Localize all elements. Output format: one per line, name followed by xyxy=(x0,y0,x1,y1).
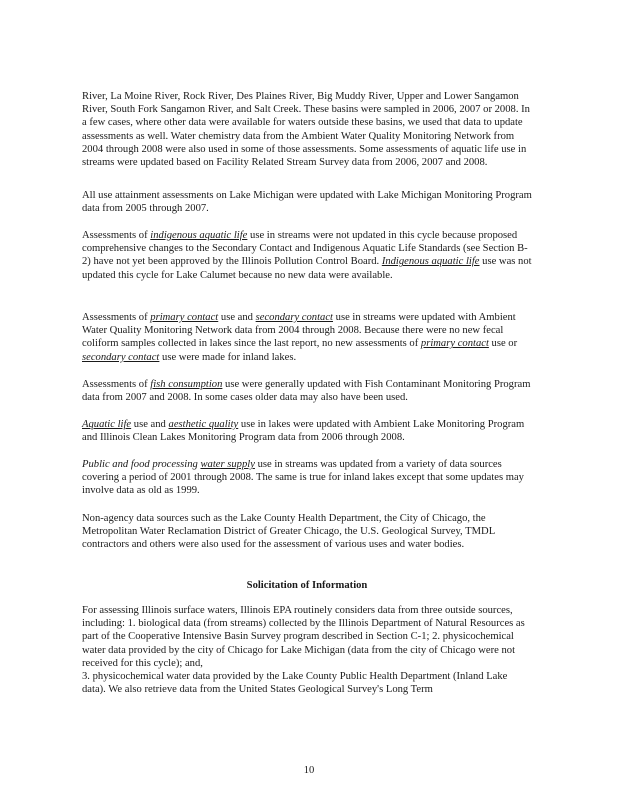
paragraph-water-supply-text: Public and food processing water supply use in streams was updated from a variety of data sources covering a period of 2001 through 2008. The same is true for inland lakes except that some updates may involve data as old as 1999. xyxy=(82,459,524,497)
term-secondary-contact: secondary contact xyxy=(255,312,333,323)
paragraph-lake-michigan-text: All use attainment assessments on Lake Michigan were updated with Lake Michigan Monitoring Program data from 2005 through 2007. xyxy=(82,190,532,215)
paragraph-solicitation-text-2: 3. physicochemical water data provided by the Lake County Public Health Department (Inland Lake data). We also retrieve data from the United States Geological Survey's Long Term xyxy=(82,671,508,696)
term-aesthetic-quality: aesthetic quality xyxy=(168,419,239,430)
paragraph-water-supply xyxy=(82,458,532,498)
term-primary-contact-2: primary contact xyxy=(420,338,489,350)
paragraph-contact-use xyxy=(82,311,532,364)
term-secondary-contact-2: secondary contact xyxy=(82,351,160,363)
term-water-supply: water supply xyxy=(200,459,255,470)
paragraph-non-agency xyxy=(82,512,532,552)
paragraph-lake-michigan xyxy=(82,189,532,215)
term-fish-consumption: fish consumption xyxy=(150,379,223,390)
paragraph-indigenous-aquatic-life xyxy=(82,229,532,282)
paragraph-indigenous-aquatic-life-text: Assessments of indigenous aquatic life use in streams were not updated in this cycle because proposed comprehensive changes to the Secondary Contact and Indigenous Aquatic Life Standards (see Section B-2) have not yet been approved by the Illinois Pollution Control Board. Indigenous aquatic life use was not updated this cycle for Lake Calumet because no new data were available. xyxy=(82,230,532,281)
paragraph-aquatic-life-lakes xyxy=(82,418,532,444)
paragraph-basins xyxy=(82,90,532,169)
term-indigenous-aquatic-life-2: Indigenous aquatic life xyxy=(381,256,480,268)
paragraph-solicitation xyxy=(82,604,532,696)
paragraph-contact-use-text: Assessments of primary contact use and secondary contact use in streams were updated with Ambient Water Quality Monitoring Network data from 2004 through 2008. Because there were no new fecal coliform samples collected in lakes since the last report, no new assessments of primary contact use or secondary contact use were made for inland lakes. xyxy=(82,312,518,363)
section-heading: Solicitation of Information xyxy=(246,580,368,591)
paragraph-fish-consumption xyxy=(82,378,532,404)
paragraph-aquatic-life-lakes-text: Aquatic life use and aesthetic quality use in lakes were updated with Ambient Lake Monitoring Program and Illinois Clean Lakes Monitoring Program data from 2006 through 2008. xyxy=(82,419,525,444)
term-aquatic-life: Aquatic life xyxy=(82,419,132,430)
paragraph-basins-text: River, La Moine River, Rock River, Des Plaines River, Big Muddy River, Upper and Lower Sangamon River, South Fork Sangamon River, and Salt Creek. These basins were sampled in 2006, 2007 or 2008. In a few cases, where other data were available for waters outside these basins, we used that data to update assessments as well. Water chemistry data from the Ambient Water Quality Monitoring Network from 2004 through 2008 were also used in some of those assessments. Some assessments of aquatic life use in streams were updated based on Facility Related Stream Survey data from 2006, 2007 and 2008. xyxy=(82,91,530,169)
term-indigenous-aquatic-life: indigenous aquatic life xyxy=(150,230,248,241)
paragraph-fish-consumption-text: Assessments of fish consumption use were generally updated with Fish Contaminant Monitoring Program data from 2007 and 2008. In some cases older data may also have been used. xyxy=(82,379,531,404)
page-number: 10 xyxy=(303,765,315,776)
paragraph-non-agency-text: Non-agency data sources such as the Lake County Health Department, the City of Chicago, the Metropolitan Water Reclamation District of Greater Chicago, the U.S. Geological Survey, TMDL contractors and others were also used for the assessment of various uses and water bodies. xyxy=(82,513,495,551)
paragraph-solicitation-text-1: For assessing Illinois surface waters, Illinois EPA routinely considers data from three outside sources, including: 1. biological data (from streams) collected by the Illinois Department of Natural Resources as part of the Cooperative Intensive Basin Survey program described in Section C-1; 2. physicochemical water data provided by the city of Chicago for Lake Michigan (data from the city of Chicago were not received for this cycle); and, xyxy=(82,605,525,669)
term-primary-contact: primary contact xyxy=(150,312,219,323)
